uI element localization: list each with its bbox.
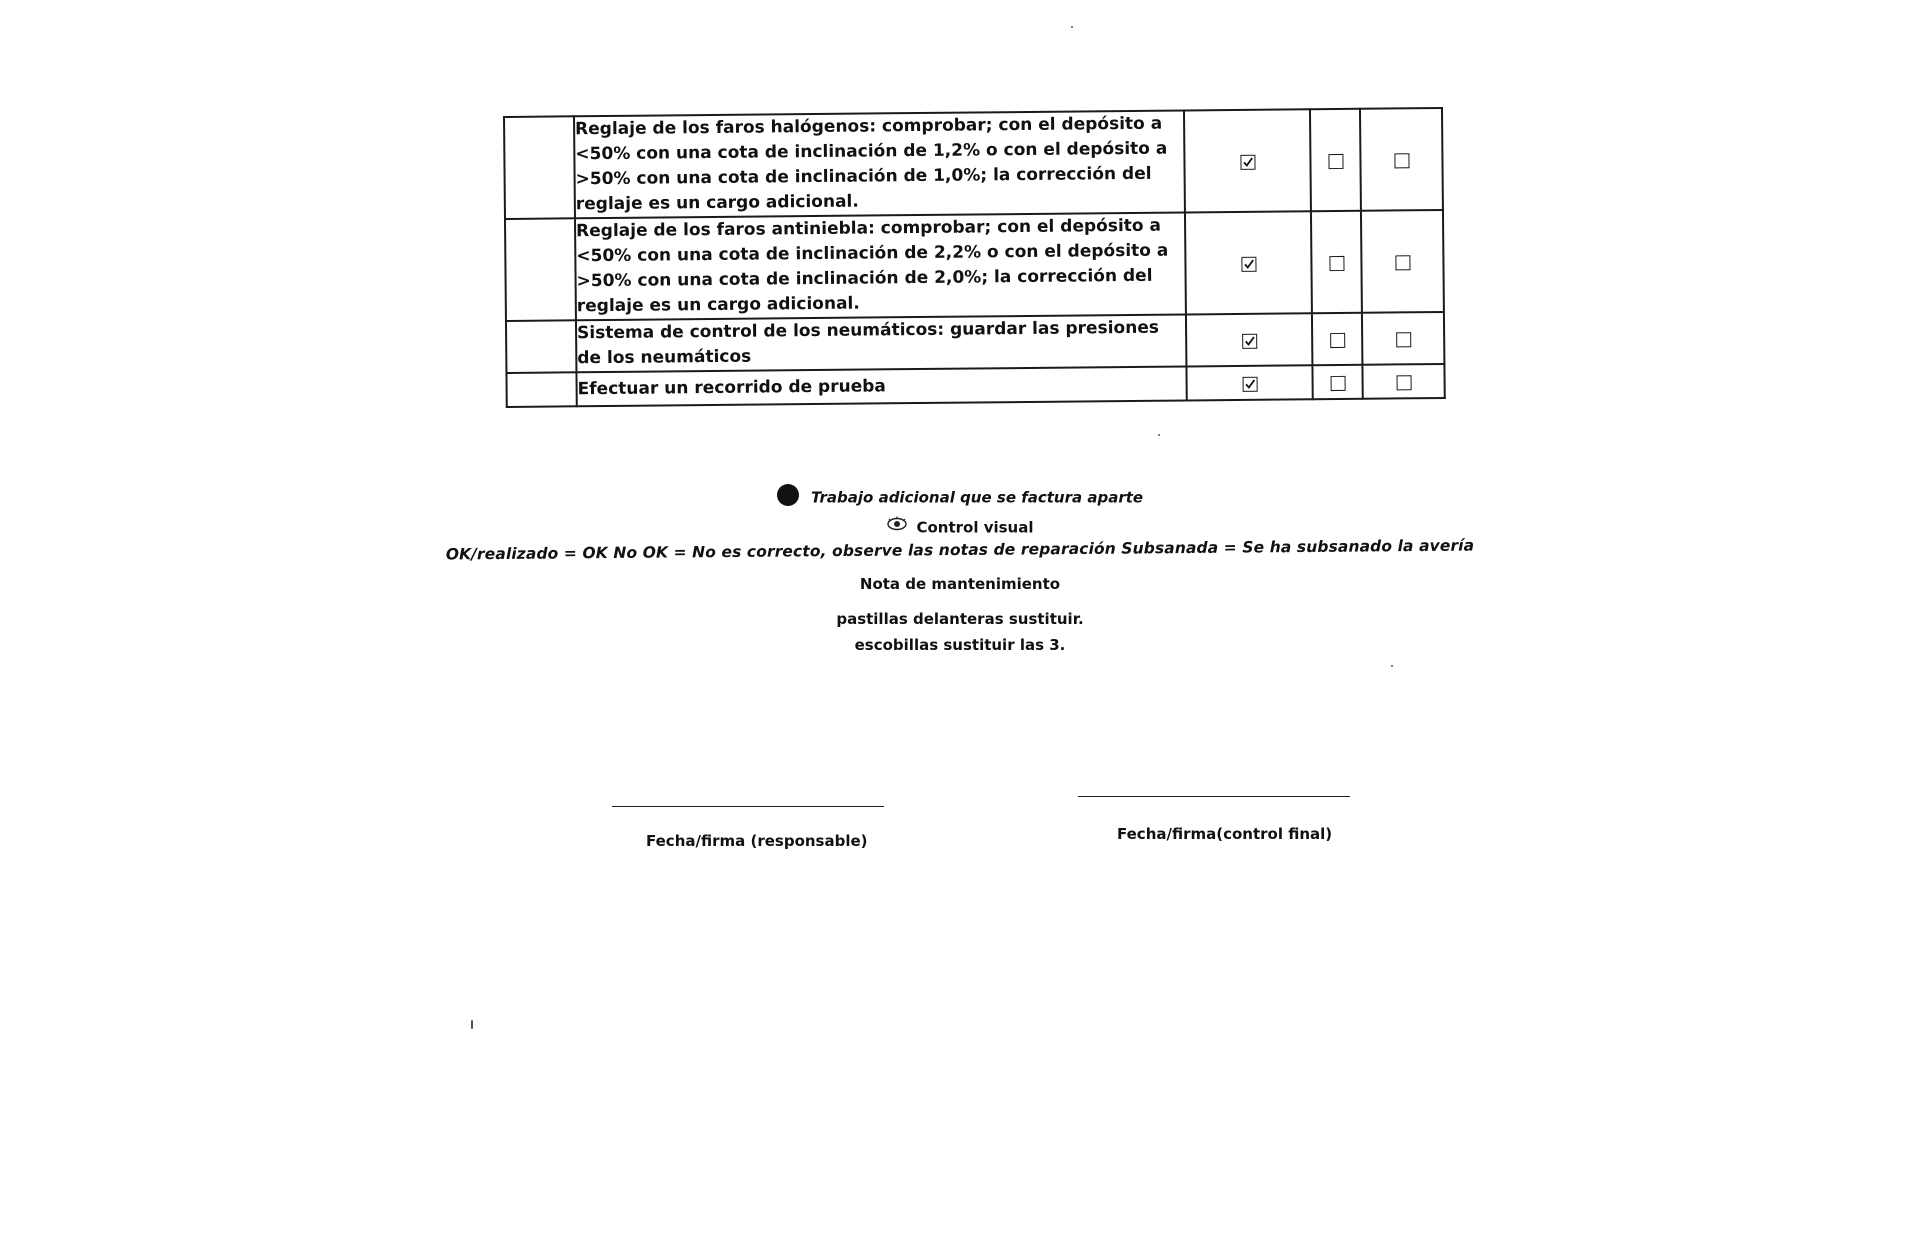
- eye-icon: [886, 516, 908, 536]
- ok-cell: [1186, 313, 1312, 366]
- checkbox-checked-icon: [1243, 258, 1254, 269]
- item-description: Reglaje de los faros halógenos: comprobar; con el depósito a <50% con una cota de inclinación de 1,2% o con el depósito a >50% con una cota de inclinación de 1,0%; la corrección del reglaje es un cargo adicional.: [574, 110, 1185, 218]
- checkbox-checked-icon: [1244, 335, 1255, 346]
- no-ok-cell: [1310, 109, 1361, 211]
- checkbox-checked-icon: [1244, 378, 1255, 389]
- subsanada-cell: [1362, 364, 1444, 399]
- no-ok-cell: [1311, 211, 1362, 313]
- subsanada-cell: [1362, 312, 1444, 365]
- legend-status-codes: OK/realizado = OK No OK = No es correcto, observe las notas de reparación Subsanada = Se ha subsanado la avería: [445, 536, 1475, 564]
- checklist-table: [503, 107, 1446, 408]
- maintenance-note-title: Nota de mantenimiento: [859, 575, 1061, 593]
- ok-cell: [1184, 109, 1311, 212]
- legend-additional-work: [0, 487, 1920, 509]
- subsanada-checkbox[interactable]: [1394, 153, 1409, 168]
- scan-speck: [1158, 434, 1160, 436]
- no-ok-checkbox[interactable]: [1330, 375, 1345, 390]
- legend-visual-control-text: Control visual: [916, 518, 1034, 537]
- table-row: [504, 108, 1443, 219]
- subsanada-cell: [1361, 210, 1444, 313]
- item-number-cell: [505, 218, 576, 321]
- maintenance-note-line: pastillas delanteras sustituir.: [836, 610, 1084, 628]
- no-ok-checkbox[interactable]: [1330, 332, 1345, 347]
- ok-cell: [1185, 211, 1312, 314]
- ok-cell: [1186, 365, 1312, 400]
- signature-label-final-control: Fecha/firma(control final): [1117, 825, 1333, 843]
- ok-checkbox[interactable]: [1242, 333, 1257, 348]
- subsanada-checkbox[interactable]: [1396, 375, 1411, 390]
- ok-checkbox[interactable]: [1242, 376, 1257, 391]
- subsanada-cell: [1360, 108, 1443, 211]
- no-ok-cell: [1312, 313, 1362, 365]
- item-description: Reglaje de los faros antiniebla: comprobar; con el depósito a <50% con una cota de inclinación de 2,2% o con el depósito a >50% con una cota de inclinación de 2,0%; la corrección del reglaje es un cargo adicional.: [575, 212, 1186, 320]
- item-description: Sistema de control de los neumáticos: guardar las presiones de los neumáticos: [576, 314, 1186, 372]
- table-row: [505, 210, 1444, 321]
- scan-speck: [1071, 26, 1073, 28]
- filled-circle-icon: [777, 484, 799, 506]
- no-ok-checkbox[interactable]: [1329, 255, 1344, 270]
- item-number-cell: [506, 372, 576, 407]
- maintenance-note-line: escobillas sustituir las 3.: [854, 636, 1066, 654]
- subsanada-checkbox[interactable]: [1396, 332, 1411, 347]
- item-number-cell: [506, 320, 576, 373]
- ok-checkbox[interactable]: [1240, 154, 1255, 169]
- signature-line-final-control[interactable]: [1078, 796, 1350, 797]
- maintenance-checklist: [503, 107, 1441, 408]
- item-description: Efectuar un recorrido de prueba: [576, 366, 1186, 406]
- checkbox-checked-icon: [1242, 156, 1253, 167]
- scan-speck: [1391, 665, 1393, 667]
- no-ok-cell: [1312, 365, 1362, 399]
- legend-additional-work-text: Trabajo adicional que se factura aparte: [810, 488, 1144, 507]
- signature-label-responsible: Fecha/firma (responsable): [646, 832, 868, 850]
- item-number-cell: [504, 116, 575, 219]
- subsanada-checkbox[interactable]: [1395, 255, 1410, 270]
- table-row: [506, 312, 1444, 373]
- signature-line-responsible[interactable]: [612, 806, 884, 807]
- no-ok-checkbox[interactable]: [1328, 153, 1343, 168]
- ok-checkbox[interactable]: [1241, 256, 1256, 271]
- scan-speck: [471, 1020, 473, 1029]
